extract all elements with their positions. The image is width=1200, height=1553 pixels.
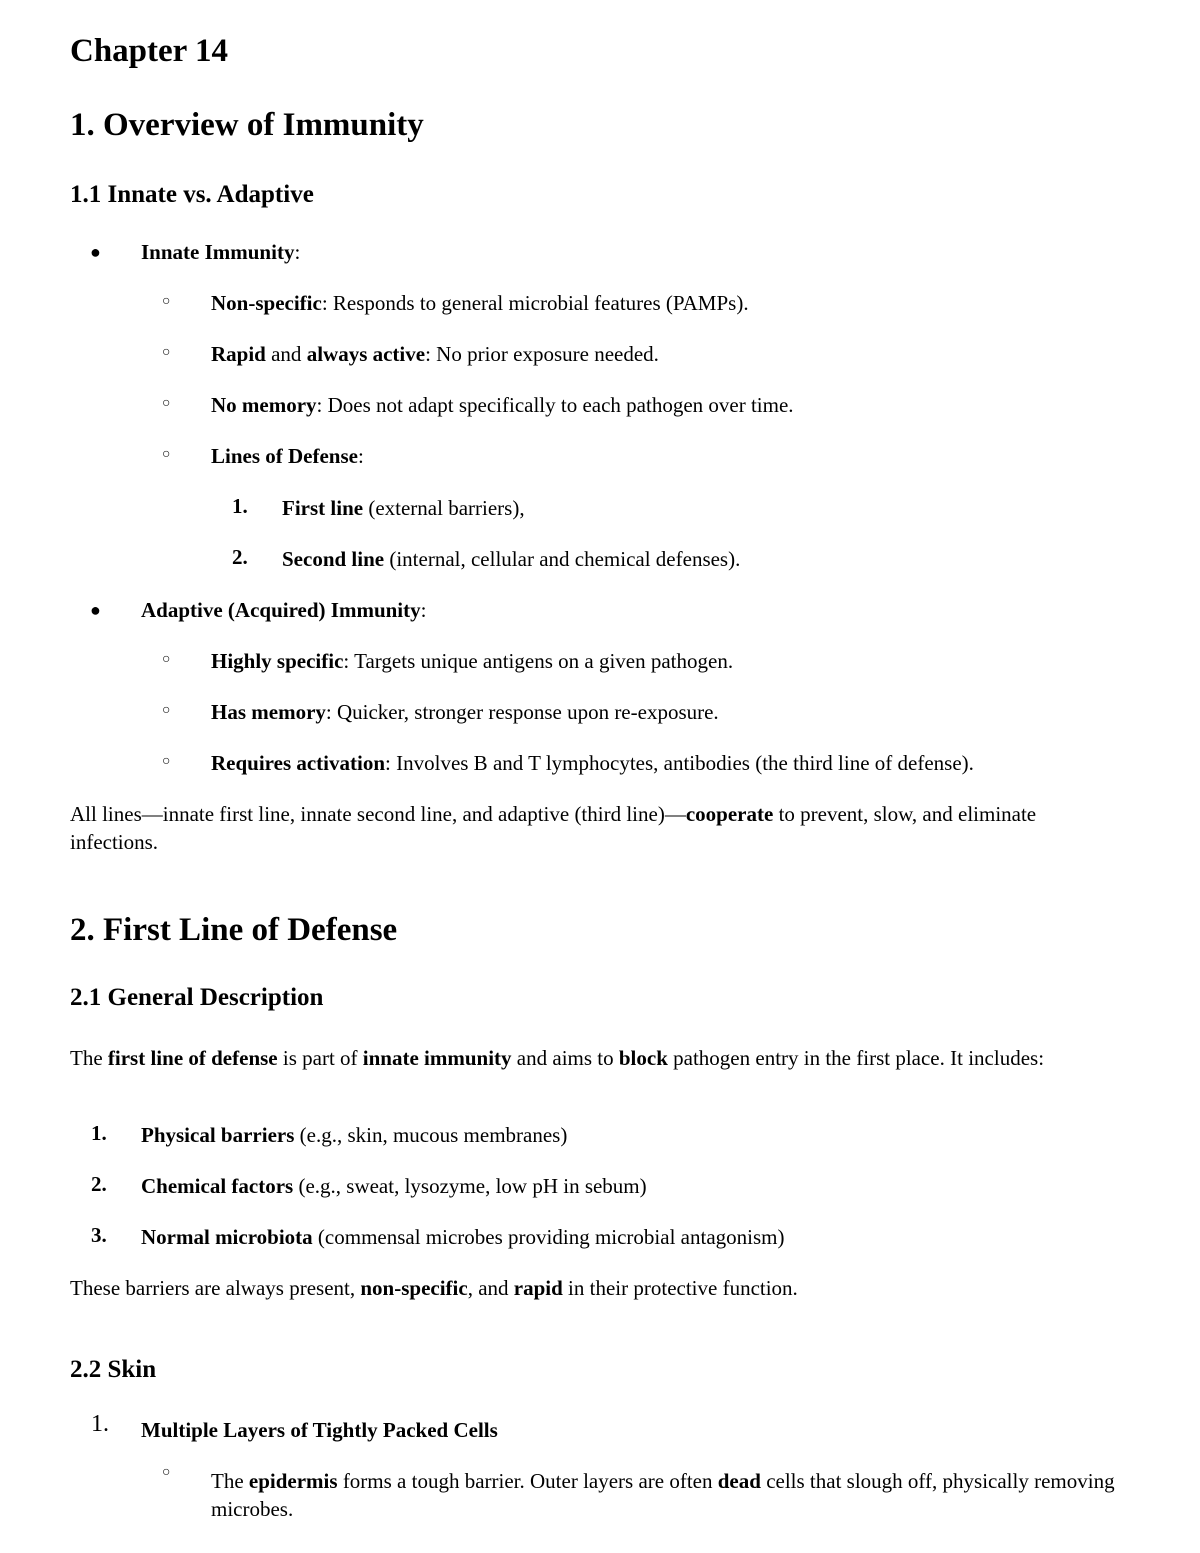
list-number: 1.: [91, 1121, 107, 1145]
adaptive-item-highly-specific: Highly specific: Targets unique antigens on a given pathogen.: [211, 649, 734, 673]
bullet-circle-icon: ○: [162, 294, 171, 309]
line-first: First line (external barriers),: [282, 496, 525, 520]
barrier-item-chemical: Chemical factors (e.g., sweat, lysozyme, low pH in sebum): [141, 1174, 647, 1198]
innate-immunity-label: Innate Immunity:: [141, 240, 301, 264]
adaptive-immunity-label: Adaptive (Acquired) Immunity:: [141, 598, 427, 622]
subsection-2-2-title: 2.2 Skin: [70, 1356, 157, 1383]
bullet-circle-icon: ○: [162, 345, 171, 360]
subsection-2-1-title: 2.1 General Description: [70, 984, 324, 1011]
innate-item-lines-of-defense: Lines of Defense:: [211, 444, 364, 468]
bullet-disc-icon: ●: [90, 600, 101, 620]
list-number: 3.: [91, 1223, 107, 1247]
barrier-item-microbiota: Normal microbiota (commensal microbes providing microbial antagonism): [141, 1225, 785, 1249]
closing-paragraph: These barriers are always present, non-specific, and rapid in their protective function.: [70, 1276, 798, 1300]
adaptive-item-requires-activation: Requires activation: Involves B and T lymphocytes, antibodies (the third line of defense).: [211, 751, 974, 775]
section-1-title: 1. Overview of Immunity: [70, 107, 424, 143]
bullet-circle-icon: ○: [162, 1465, 171, 1480]
bullet-circle-icon: ○: [162, 754, 171, 769]
bullet-circle-icon: ○: [162, 703, 171, 718]
list-number: 2.: [232, 545, 248, 569]
bullet-circle-icon: ○: [162, 396, 171, 411]
list-number: 1.: [232, 494, 248, 518]
skin-sub-epidermis: The epidermis forms a tough barrier. Outer layers are often dead cells that slough off, physically removing microbes.: [211, 1469, 1115, 1521]
intro-paragraph: The first line of defense is part of innate immunity and aims to block pathogen entry in the first place. It includes:: [70, 1046, 1045, 1070]
bullet-circle-icon: ○: [162, 652, 171, 667]
innate-item-no-memory: No memory: Does not adapt specifically to each pathogen over time.: [211, 393, 794, 417]
innate-item-non-specific: Non-specific: Responds to general microbial features (PAMPs).: [211, 291, 749, 315]
bullet-disc-icon: ●: [90, 242, 101, 262]
chapter-title: Chapter 14: [70, 33, 228, 69]
list-number: 1.: [91, 1411, 109, 1437]
list-number: 2.: [91, 1172, 107, 1196]
section-2-title: 2. First Line of Defense: [70, 912, 398, 948]
adaptive-item-has-memory: Has memory: Quicker, stronger response upon re-exposure.: [211, 700, 719, 724]
subsection-1-1-title: 1.1 Innate vs. Adaptive: [70, 181, 314, 208]
bullet-circle-icon: ○: [162, 447, 171, 462]
line-second: Second line (internal, cellular and chemical defenses).: [282, 547, 741, 571]
skin-item-layers: Multiple Layers of Tightly Packed Cells: [141, 1418, 498, 1442]
barrier-item-physical: Physical barriers (e.g., skin, mucous membranes): [141, 1123, 568, 1147]
summary-paragraph: All lines—innate first line, innate second line, and adaptive (third line)—cooperate to prevent, slow, and eliminate infections.: [70, 802, 1037, 854]
innate-item-rapid: Rapid and always active: No prior exposure needed.: [211, 342, 659, 366]
